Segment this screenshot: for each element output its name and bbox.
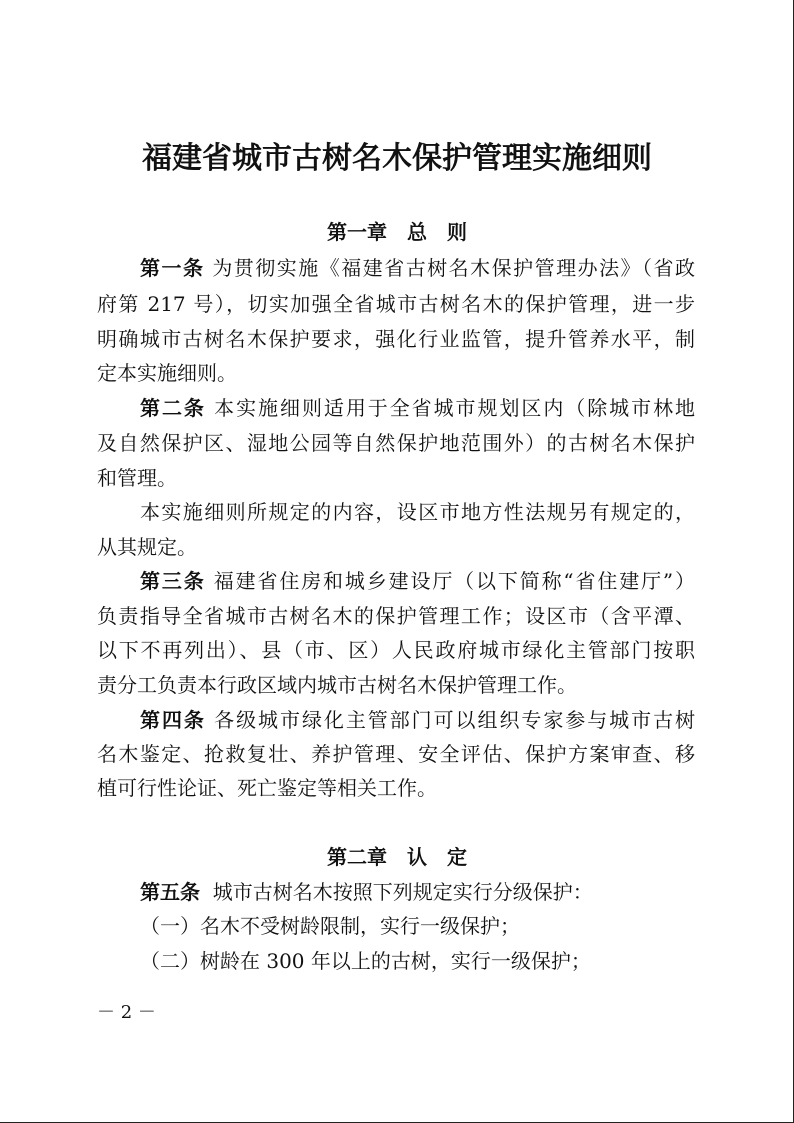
article-3-line-4: 责分工负责本行政区域内城市古树名木保护管理工作。 [97, 673, 577, 697]
article-2-text-1: 本实施细则适用于全省城市规划区内（除城市林地 [214, 396, 696, 420]
article-5-text-1: 城市古树名木按照下列规定实行分级保护： [212, 880, 593, 904]
article-2-label: 第二条 [140, 396, 206, 420]
chapter-heading-2: 第二章 认 定 [327, 845, 467, 869]
article-3-line-2: 负责指导全省城市古树名木的保护管理工作；设区市（含平潭、 [97, 604, 695, 628]
article-4-line-1 [140, 705, 695, 735]
article-1-line-3: 明确城市古树名木保护要求，强化行业监管，提升管养水平，制 [97, 327, 695, 351]
article-5-label: 第五条 [140, 880, 200, 904]
chapter-heading-1: 第一章 总 则 [327, 220, 467, 244]
document-title: 福建省城市古树名木保护管理实施细则 [142, 141, 652, 176]
article-2-line-1 [140, 393, 695, 423]
article-5-item-2: （二）树龄在 300 年以上的古树，实行一级保护； [140, 949, 591, 973]
article-1-line-1 [140, 253, 695, 283]
article-4-label: 第四条 [140, 708, 206, 732]
page-number: － 2 － [97, 1002, 156, 1023]
article-4-line-2: 名木鉴定、抢救复壮、养护管理、安全评估、保护方案审查、移 [97, 742, 695, 766]
article-2-paragraph-2-line-1: 本实施细则所规定的内容，设区市地方性法规另有规定的， [140, 500, 695, 524]
article-4-line-3: 植可行性论证、死亡鉴定等相关工作。 [97, 776, 437, 800]
article-3-line-1 [140, 566, 695, 596]
article-3-line-3: 以下不再列出）、县（市、区）人民政府城市绿化主管部门按职 [97, 638, 695, 662]
article-1-line-4: 定本实施细则。 [97, 361, 237, 385]
article-1-label: 第一条 [140, 256, 205, 280]
article-2-line-3: 和管理。 [97, 466, 177, 490]
article-2-paragraph-2-line-2: 从其规定。 [97, 535, 197, 559]
article-5-item-1: （一）名木不受树龄限制，实行一级保护； [140, 914, 520, 938]
article-4-text-1: 各级城市绿化主管部门可以组织专家参与城市古树 [214, 708, 696, 732]
article-5-line-1 [140, 877, 695, 907]
article-1-line-2: 府第 217 号），切实加强全省城市古树名木的保护管理，进一步 [97, 292, 695, 316]
article-3-text-1: 福建省住房和城乡建设厅（以下简称“省住建厅”） [213, 569, 696, 593]
article-2-line-2: 及自然保护区、湿地公园等自然保护地范围外）的古树名木保护 [97, 431, 695, 455]
article-3-label: 第三条 [140, 569, 206, 593]
article-1-text-1: 为贯彻实施《福建省古树名木保护管理办法》（省政 [212, 256, 696, 280]
